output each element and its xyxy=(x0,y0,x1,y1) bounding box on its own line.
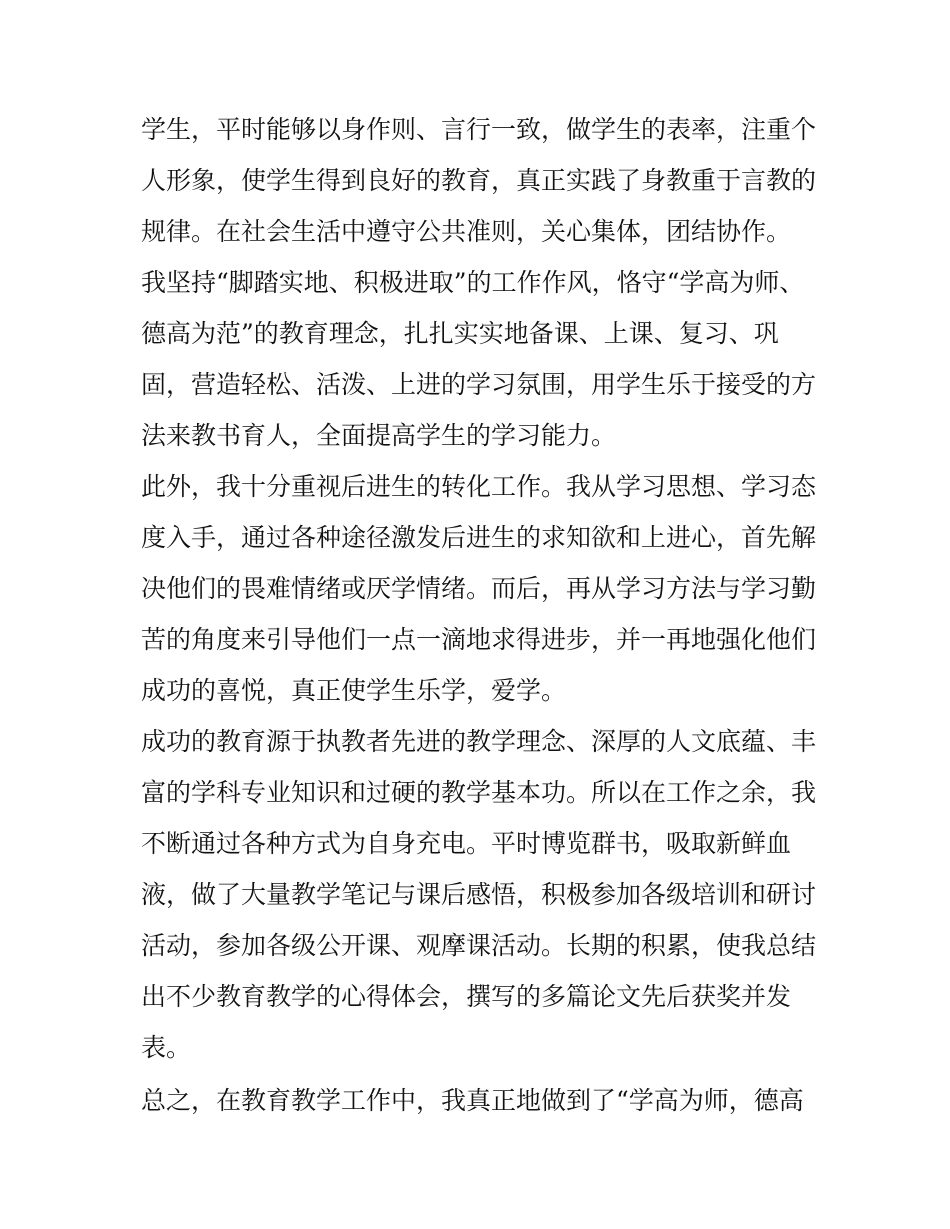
text-line: 度入手，通过各种途径激发后进生的求知欲和上进心，首先解 xyxy=(141,523,817,552)
paragraph-4 xyxy=(141,716,821,1073)
text-line: 苦的角度来引导他们一点一滴地求得进步，并一再地强化他们 xyxy=(141,625,817,654)
text-line: 成功的教育源于执教者先进的教学理念、深厚的人文底蕴、丰 xyxy=(141,727,817,756)
document-body xyxy=(141,104,821,1126)
paragraph-1 xyxy=(141,104,821,257)
text-line: 活动，参加各级公开课、观摩课活动。长期的积累，使我总结 xyxy=(141,931,817,960)
text-line: 人形象，使学生得到良好的教育，真正实践了身教重于言教的 xyxy=(141,166,817,195)
text-line: 学生，平时能够以身作则、言行一致，做学生的表率，注重个 xyxy=(141,115,817,144)
text-line: 固，营造轻松、活泼、上进的学习氛围，用学生乐于接受的方 xyxy=(141,370,817,399)
text-line: 德高为范”的教育理念，扎扎实实地备课、上课、复习、巩 xyxy=(141,319,779,348)
paragraph-5 xyxy=(141,1075,821,1126)
text-line: 成功的喜悦，真正使学生乐学，爱学。 xyxy=(141,676,567,705)
paragraph-3 xyxy=(141,461,821,716)
text-line: 总之，在教育教学工作中，我真正地做到了“学高为师，德高 xyxy=(141,1086,804,1115)
text-line: 液，做了大量教学笔记与课后感悟，积极参加各级培训和研讨 xyxy=(141,880,817,909)
text-line: 我坚持“脚踏实地、积极进取”的工作作风，恪守“学高为师、 xyxy=(141,268,805,297)
text-line: 此外，我十分重视后进生的转化工作。我从学习思想、学习态 xyxy=(141,472,817,501)
paragraph-2 xyxy=(141,257,821,461)
text-line: 规律。在社会生活中遵守公共准则，关心集体，团结协作。 xyxy=(141,217,792,246)
text-line: 法来教书育人，全面提高学生的学习能力。 xyxy=(141,421,617,450)
text-line: 表。 xyxy=(141,1033,192,1062)
text-line: 决他们的畏难情绪或厌学情绪。而后，再从学习方法与学习勤 xyxy=(141,574,817,603)
text-line: 出不少教育教学的心得体会，撰写的多篇论文先后获奖并发 xyxy=(141,982,792,1011)
text-line: 不断通过各种方式为自身充电。平时博览群书，吸取新鲜血 xyxy=(141,829,792,858)
text-line: 富的学科专业知识和过硬的教学基本功。所以在工作之余，我 xyxy=(141,778,817,807)
